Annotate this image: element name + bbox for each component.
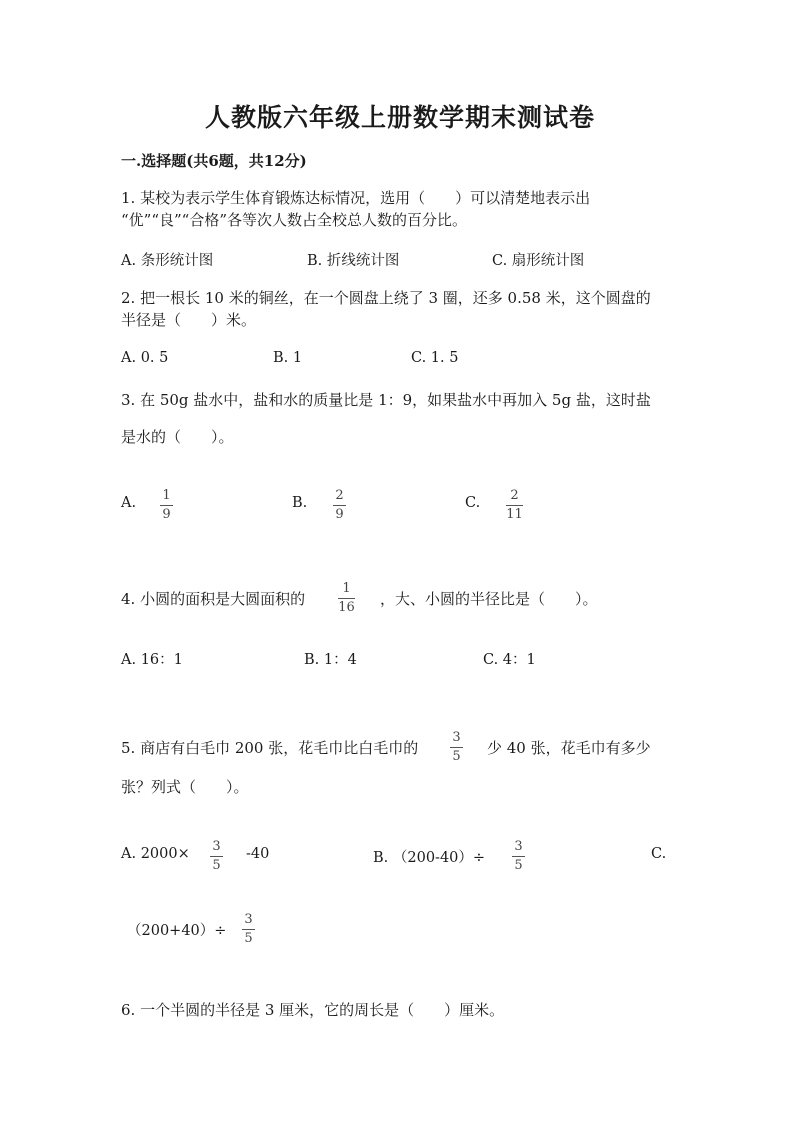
fraction-bar xyxy=(160,505,173,506)
fraction-numerator: 1 xyxy=(342,581,351,596)
question-3-option-c[interactable]: C. xyxy=(465,495,481,511)
fraction-bar xyxy=(512,856,525,857)
question-1-option-b[interactable]: B. 折线统计图 xyxy=(307,253,400,269)
question-4-option-b[interactable]: B. 1：4 xyxy=(304,652,357,668)
question-5-option-a[interactable]: A. 2000× xyxy=(121,846,190,862)
question-2-option-a[interactable]: A. 0. 5 xyxy=(121,350,169,366)
question-5-line-1-start: 5. 商店有白毛巾 200 张，花毛巾比白毛巾的 xyxy=(121,739,419,757)
question-5-option-b[interactable]: B. （200-40）÷ xyxy=(373,850,486,866)
fraction-numerator: 2 xyxy=(335,488,344,503)
question-4-fraction xyxy=(338,582,355,615)
question-5-option-c[interactable]: C. xyxy=(651,846,667,862)
question-3-option-a[interactable]: A. xyxy=(121,495,137,511)
fraction-bar xyxy=(242,929,255,930)
fraction-numerator: 3 xyxy=(244,912,253,927)
question-2-option-c[interactable]: C. 1. 5 xyxy=(411,350,459,366)
fraction-bar xyxy=(333,505,346,506)
question-4-line-1-end: ，大、小圆的半径比是（ ）。 xyxy=(380,590,598,608)
question-5-option-c-expression: （200+40）÷ xyxy=(127,923,227,939)
question-1-option-c[interactable]: C. 扇形统计图 xyxy=(492,253,585,269)
page-title: 人教版六年级上册数学期末测试卷 xyxy=(204,103,595,132)
fraction-denominator: 5 xyxy=(514,858,523,873)
question-1-option-a[interactable]: A. 条形统计图 xyxy=(121,253,214,269)
question-4-option-c[interactable]: C. 4：1 xyxy=(483,652,536,668)
fraction-bar xyxy=(210,856,223,857)
question-5-option-b-fraction xyxy=(512,840,525,873)
fraction-denominator: 16 xyxy=(338,600,355,615)
fraction-numerator: 3 xyxy=(514,839,523,854)
question-3-option-b[interactable]: B. xyxy=(292,495,308,511)
question-5-option-a-tail: -40 xyxy=(246,846,270,862)
section-heading: 一.选择题(共6题，共12分) xyxy=(121,152,307,170)
fraction-denominator: 9 xyxy=(335,507,344,522)
fraction-numerator: 3 xyxy=(452,730,461,745)
question-5-option-a-fraction xyxy=(210,840,223,873)
question-3-line-1: 3. 在 50g 盐水中，盐和水的质量比是 1：9，如果盐水中再加入 5g 盐，这时盐 xyxy=(121,391,651,409)
fraction-numerator: 3 xyxy=(212,839,221,854)
fraction-numerator: 2 xyxy=(510,488,519,503)
question-1-line-2: “优”“良”“合格”各等次人数占全校总人数的百分比。 xyxy=(121,211,468,229)
fraction-denominator: 5 xyxy=(452,749,461,764)
question-5-line-2: 张？列式（ ）。 xyxy=(121,778,249,796)
question-3-option-a-fraction xyxy=(160,489,173,522)
question-2-option-b[interactable]: B. 1 xyxy=(273,350,303,366)
fraction-denominator: 9 xyxy=(162,507,171,522)
question-1-line-1: 1. 某校为表示学生体育锻炼达标情况，选用（ ）可以清楚地表示出 xyxy=(121,189,591,207)
question-6-line-1: 6. 一个半圆的半径是 3 厘米，它的周长是（ ）厘米。 xyxy=(121,1001,505,1019)
fraction-bar xyxy=(506,505,523,506)
fraction-denominator: 5 xyxy=(244,931,253,946)
question-4-line-1-start: 4. 小圆的面积是大圆面积的 xyxy=(121,590,306,608)
question-3-option-b-fraction xyxy=(333,489,346,522)
question-5-option-c-fraction xyxy=(242,913,255,946)
question-3-line-2: 是水的（ ）。 xyxy=(121,428,234,446)
fraction-denominator: 11 xyxy=(506,507,523,522)
question-2-line-2: 半径是（ ）米。 xyxy=(121,311,257,329)
question-5-line-1-end: 少 40 张，花毛巾有多少 xyxy=(487,739,651,757)
fraction-bar xyxy=(450,747,463,748)
fraction-numerator: 1 xyxy=(162,488,171,503)
question-4-option-a[interactable]: A. 16：1 xyxy=(121,652,183,668)
fraction-denominator: 5 xyxy=(212,858,221,873)
fraction-bar xyxy=(338,598,355,599)
question-2-line-1: 2. 把一根长 10 米的铜丝，在一个圆盘上绕了 3 圈，还多 0.58 米，这个圆盘的 xyxy=(121,289,651,307)
question-3-option-c-fraction xyxy=(506,489,523,522)
question-5-fraction xyxy=(450,731,463,764)
